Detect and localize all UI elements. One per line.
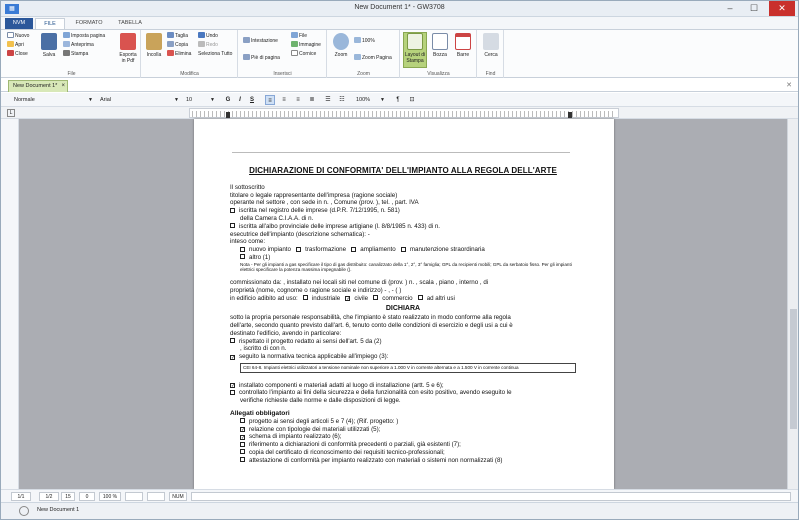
inserisci-group xyxy=(239,30,327,78)
header-icon xyxy=(243,37,250,43)
redo-button[interactable]: Redo xyxy=(198,41,218,49)
save-icon xyxy=(41,33,57,50)
doc-line: verifiche richieste dalle norme e dalle disposizioni di legge. xyxy=(240,397,401,405)
file-group-label: File xyxy=(67,71,76,77)
maximize-icon[interactable]: ☐ xyxy=(749,3,759,13)
font-select[interactable]: Arial ▼ xyxy=(100,97,179,103)
footer-button[interactable]: Piè di pagina xyxy=(243,54,280,62)
taskbar xyxy=(1,502,798,519)
copy-icon xyxy=(167,41,174,47)
checkbox-checked[interactable]: ✓ xyxy=(231,354,236,361)
align-right-icon[interactable]: ≡ xyxy=(296,97,300,103)
bold-button[interactable]: G xyxy=(225,97,231,103)
document-tabs xyxy=(1,79,798,92)
cut-button[interactable]: Taglia xyxy=(167,32,188,40)
open-button[interactable]: Apri xyxy=(7,41,24,49)
save-button[interactable]: Salva xyxy=(39,33,59,58)
vertical-scrollbar[interactable] xyxy=(787,119,798,489)
align-center-icon[interactable]: ≡ xyxy=(282,97,286,103)
doc-line: sotto la propria personale responsabilità, che l'impianto è stato realizzato in modo conforme alla regola xyxy=(230,314,511,322)
window-title: New Document 1* - GW3708 xyxy=(354,4,445,11)
chevron-down-icon: ▼ xyxy=(174,97,179,103)
tab-nvm[interactable]: NVM xyxy=(5,18,33,29)
bullet-list-icon[interactable]: ☷ xyxy=(339,97,345,103)
footer-icon xyxy=(243,54,250,60)
export-pdf-button[interactable]: Esporta in Pdf xyxy=(117,33,139,64)
tab-formato[interactable]: FORMATO xyxy=(75,20,103,26)
checkbox[interactable] xyxy=(351,247,356,252)
draft-button[interactable]: Bozza xyxy=(430,33,450,58)
bars-button[interactable]: Barre xyxy=(453,33,473,58)
chevron-down-icon: ▼ xyxy=(210,97,215,103)
note-text: Nota - Per gli impianti a gas specificare il tipo di gas distribuito: canalizzato della 1°, 2°, 3° famiglia; GPL da recipienti mobili; GPL da serbatoio fisso. Per gli impianti elettrici specificare la potenza massima impegnabile (). xyxy=(240,261,572,273)
modifica-group xyxy=(142,30,238,78)
visualizza-group-label: Visualizza xyxy=(427,71,450,77)
uso-row: in edificio adibito ad uso: industriale ✓ civile commercio ad altri usi xyxy=(230,294,455,303)
ruler-bar xyxy=(1,107,798,119)
doc-line: destinato l'edificio, avendo in particolare: xyxy=(230,329,342,337)
zoom-select[interactable]: 100% ▼ xyxy=(356,97,385,103)
align-left-icon[interactable]: ≡ xyxy=(265,95,275,105)
insert-frame-button[interactable]: Cornice xyxy=(291,50,316,58)
taskbar-document[interactable]: New Document 1 xyxy=(37,507,80,513)
checkbox[interactable] xyxy=(240,247,245,252)
undo-button[interactable]: Undo xyxy=(198,32,218,40)
close-all-icon[interactable]: ✕ xyxy=(786,82,792,89)
checkbox-checked[interactable]: ✓ xyxy=(241,427,246,433)
justify-icon[interactable]: ≣ xyxy=(309,97,315,103)
doc-line: proprietà (nome, cognome o ragione sociale e indirizzo) - , - ( ) xyxy=(230,286,402,294)
document-tab[interactable]: New Document 1* × xyxy=(8,80,68,92)
doc-line: dell'arte, secondo quanto previsto dall'art. 6, tenuto conto delle condizioni di esercizio e degli usi a cui è xyxy=(230,321,513,329)
zoom-button[interactable]: Zoom xyxy=(331,33,351,58)
checkbox-item: ✓ schema di impianto realizzato (6); xyxy=(241,433,342,441)
checkbox[interactable] xyxy=(230,390,235,395)
file-group xyxy=(3,30,141,78)
checkbox-item: controllato l'impianto ai fini della sicurezza e della funzionalità con esito positivo, avendo eseguito le xyxy=(230,389,576,397)
inserisci-group-label: Inserisci xyxy=(273,71,292,77)
preview-icon xyxy=(63,41,70,47)
checkbox-item: ✓ installato componenti e materiali adatti al luogo di installazione (artt. 5 e 6); xyxy=(231,381,444,390)
checkbox[interactable] xyxy=(303,295,308,300)
left-indent-marker[interactable] xyxy=(226,112,230,118)
checkbox[interactable] xyxy=(240,457,245,462)
checkbox-item: iscritta nel registro delle imprese (d.P.R. 7/12/1995, n. 581) xyxy=(230,207,576,215)
header-button[interactable]: Intestazione xyxy=(243,37,278,45)
checkbox[interactable] xyxy=(230,208,235,213)
allegati-heading: Allegati obbligatori xyxy=(230,409,290,417)
checkbox-item: altro (1) xyxy=(230,254,576,262)
folder-icon xyxy=(7,41,14,47)
checkbox[interactable] xyxy=(230,223,235,228)
zoom-indicator: 100 % xyxy=(99,492,121,501)
image-icon xyxy=(291,41,298,47)
close-icon[interactable]: ✕ xyxy=(769,1,795,16)
scissors-icon xyxy=(167,32,174,38)
checkbox[interactable] xyxy=(230,338,235,343)
checkbox-item: ✓ seguito la normativa tecnica applicabile all'impiego (3): xyxy=(231,353,389,361)
delete-icon xyxy=(167,50,174,56)
find-group-label: Find xyxy=(485,71,496,77)
ribbon-tabs xyxy=(1,17,798,29)
dichiara-heading: DICHIARA xyxy=(385,305,421,313)
cei-note-box: CEI 64-8. Impianti elettrici utilizzatori a tensione nominale non superiore a 1.000 V in corrente alternata e a 1.500 V in corrente continua xyxy=(240,363,576,373)
redo-icon xyxy=(198,41,205,47)
zoom-page-button[interactable]: Zoom Pagina xyxy=(354,54,392,62)
checkbox[interactable] xyxy=(240,418,245,423)
checkbox-checked[interactable]: ✓ xyxy=(231,383,236,390)
checkbox-checked[interactable]: ✓ xyxy=(241,434,246,441)
file-icon xyxy=(291,32,298,38)
checkbox-item: ✓ relazione con tipologie dei materiali utilizzati (5); xyxy=(241,425,381,433)
page-setup-icon xyxy=(63,32,70,38)
page-setup-button[interactable]: Imposta pagina xyxy=(63,32,105,40)
checkbox[interactable] xyxy=(240,442,245,447)
undo-icon xyxy=(198,32,205,38)
checkbox[interactable] xyxy=(240,254,245,259)
doc-line: esecutrice dell'impianto (descrizione schematica): - xyxy=(230,230,370,238)
insert-file-button[interactable]: File xyxy=(291,32,307,40)
checkbox-item: copia del certificato di riconoscimento dei requisiti tecnico-professionali; xyxy=(230,449,576,457)
font-size-select[interactable]: 10 ▼ xyxy=(186,97,215,103)
pilcrow-icon[interactable]: ¶ xyxy=(396,97,400,103)
refresh-icon[interactable] xyxy=(19,506,29,516)
zoom-group-label: Zoom xyxy=(357,71,370,77)
modifica-group-label: Modifica xyxy=(180,71,199,77)
style-select[interactable]: Normale ▼ xyxy=(14,97,93,103)
checkbox[interactable] xyxy=(401,247,406,252)
section-indicator: 1/2 xyxy=(39,492,59,501)
copy-button[interactable]: Copia xyxy=(167,41,188,49)
horizontal-ruler[interactable] xyxy=(189,108,619,118)
delete-button[interactable]: Elimina xyxy=(167,50,191,58)
paste-button[interactable]: Incolla xyxy=(144,33,164,58)
find-group xyxy=(478,30,504,78)
zoom-100-icon xyxy=(354,37,361,43)
tab-file[interactable]: FILE xyxy=(35,18,65,29)
chevron-down-icon: ▼ xyxy=(88,97,93,103)
doc-line: titolare o legale rappresentante dell'impresa (ragione sociale) xyxy=(230,191,398,199)
app-icon[interactable]: ▦ xyxy=(5,4,19,14)
zoom-100-button[interactable]: 100% xyxy=(354,37,375,45)
insert-object-icon[interactable]: ⊡ xyxy=(409,97,415,103)
bars-icon xyxy=(455,33,471,50)
doc-line: della Camera C.I.A.A. di n. xyxy=(240,214,314,222)
format-toolbar xyxy=(1,93,798,107)
frame-icon xyxy=(291,50,298,56)
doc-line: Il sottoscritto xyxy=(230,183,265,191)
italic-button[interactable]: I xyxy=(239,97,241,103)
num-lock-indicator: NUM xyxy=(169,492,187,501)
right-indent-marker[interactable] xyxy=(568,112,572,118)
pdf-icon xyxy=(120,33,136,50)
close-document-icon xyxy=(7,50,14,56)
checkbox-item: rispettato il progetto redatto ai sensi dell'art. 5 da (2) xyxy=(230,338,576,346)
doc-line: inteso come: xyxy=(230,238,266,246)
select-all-button[interactable]: Seleziona Tutto xyxy=(198,51,233,57)
tab-tabella[interactable]: TABELLA xyxy=(118,20,142,26)
print-preview-button[interactable]: Anteprima xyxy=(63,41,94,49)
print-layout-button[interactable]: Layout di Stampa xyxy=(403,32,427,68)
search-button[interactable]: Cerca xyxy=(481,33,501,58)
doc-line: commissionato da: , installato nei locali siti nel comune di (prov. ) n. , scala , piano , interno , di xyxy=(230,278,489,286)
doc-line: operante nel settore , con sede in n. , Comune (prov. ), tel. , part. IVA xyxy=(230,199,419,207)
status-message xyxy=(191,492,791,501)
print-layout-icon xyxy=(407,33,423,50)
left-gutter xyxy=(1,119,19,489)
status-field xyxy=(147,492,165,501)
checkbox-item: riferimento a dichiarazioni di conformità precedenti o parziali, già esistenti (7); xyxy=(230,441,576,449)
checkbox[interactable] xyxy=(373,295,378,300)
line-indicator: 15 xyxy=(61,492,75,501)
numbered-list-icon[interactable]: ☰ xyxy=(325,97,331,103)
checkbox-item: iscritta all'albo provinciale delle imprese artigiane (l. 8/8/1985 n. 433) di n. xyxy=(230,223,576,231)
document-body[interactable] xyxy=(230,167,576,464)
checkbox-checked[interactable]: ✓ xyxy=(346,296,351,303)
printer-icon xyxy=(63,50,70,56)
print-button[interactable]: Stampa xyxy=(63,50,88,58)
page-indicator: 1/1 xyxy=(11,492,31,501)
checkbox-item: attestazione di conformità per impianto realizzato con materiali o sistemi non normalizzati (8) xyxy=(230,457,576,465)
checkbox[interactable] xyxy=(240,449,245,454)
close-document-button[interactable]: Close xyxy=(7,50,28,58)
clipboard-icon xyxy=(146,33,162,50)
options-row: nuovo impianto trasformazione ampliamento manutenzione straordinaria xyxy=(230,246,576,254)
title-bar xyxy=(1,1,798,17)
underline-button[interactable]: S xyxy=(249,97,254,103)
tab-type-icon[interactable]: L xyxy=(7,109,15,117)
new-document-icon xyxy=(7,32,14,38)
scrollbar-thumb[interactable] xyxy=(790,309,797,429)
column-indicator: 0 xyxy=(79,492,95,501)
document-page[interactable] xyxy=(194,119,614,489)
insert-image-button[interactable]: Immagine xyxy=(291,41,321,49)
checkbox[interactable] xyxy=(296,247,301,252)
tab-close-icon[interactable]: × xyxy=(61,83,65,89)
minimize-icon[interactable]: – xyxy=(727,3,733,13)
zoom-group xyxy=(328,30,400,78)
checkbox-item: progetto ai sensi degli articoli 5 e 7 (4); (Rif. progetto: ) xyxy=(230,418,576,426)
zoom-page-icon xyxy=(354,54,361,60)
header-line xyxy=(232,152,570,153)
new-button[interactable]: Nuovo xyxy=(7,32,29,40)
visualizza-group xyxy=(401,30,477,78)
checkbox[interactable] xyxy=(418,295,423,300)
document-title: DICHIARAZIONE DI CONFORMITA' DELL'IMPIANTO ALLA REGOLA DELL'ARTE xyxy=(249,166,557,175)
chevron-down-icon: ▼ xyxy=(380,97,385,103)
draft-icon xyxy=(432,33,448,50)
binoculars-icon xyxy=(483,33,499,50)
status-bar xyxy=(1,489,798,502)
magnifier-icon xyxy=(333,33,349,50)
status-field xyxy=(125,492,143,501)
doc-line: , iscritto di con n. xyxy=(240,345,287,353)
ribbon xyxy=(1,29,798,78)
